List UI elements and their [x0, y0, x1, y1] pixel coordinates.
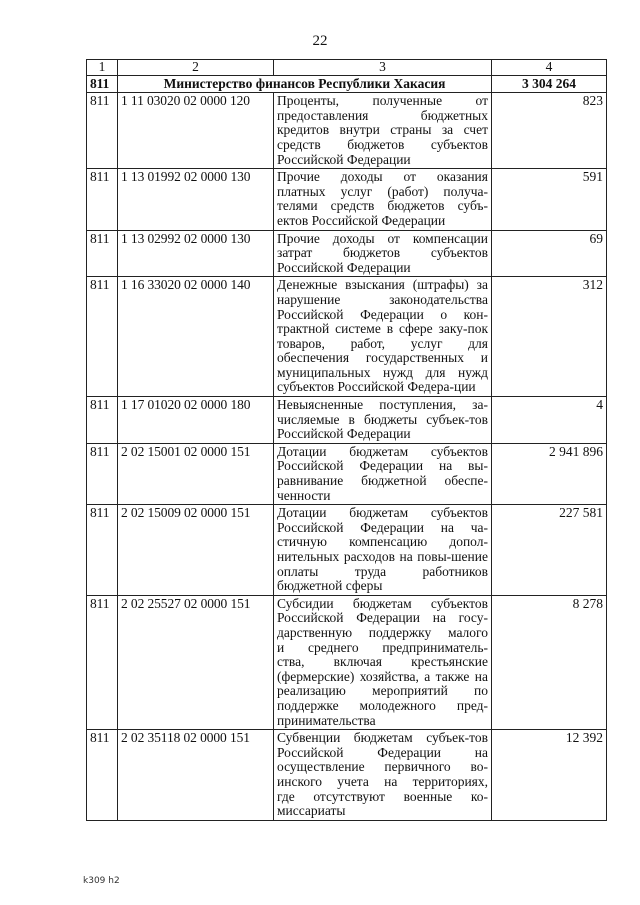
table-row	[87, 397, 607, 444]
ministry-row	[87, 75, 607, 93]
revenue-description: Денежные взыскания (штрафы) за нарушение законодательства Российской Федерации о кон-трактной системе в сфере заку-пок товаров, работ, услуг для обеспечения государственных и муниципальных нужд для нужд субъектов Российской Федера-ции	[274, 277, 492, 397]
table-row	[87, 230, 607, 277]
column-number: 1	[87, 60, 118, 76]
footer-document-code: k309 h2	[83, 876, 120, 886]
page-number: 22	[312, 33, 328, 49]
revenue-description: Невыясненные поступления, за-числяемые в бюджеты субъек-тов Российской Федерации	[274, 397, 492, 444]
revenue-amount: 591	[492, 169, 607, 230]
admin-code: 811	[87, 443, 118, 504]
table-row	[87, 443, 607, 504]
revenue-code: 2 02 15001 02 0000 151	[118, 443, 274, 504]
revenue-description: Прочие доходы от оказания платных услуг (работ) получа-телями средств бюджетов субъ-ектов Российской Федерации	[274, 169, 492, 230]
revenue-code: 1 13 01992 02 0000 130	[118, 169, 274, 230]
revenue-table	[86, 59, 607, 821]
admin-code: 811	[87, 730, 118, 821]
admin-code: 811	[87, 505, 118, 596]
revenue-description: Прочие доходы от компенсации затрат бюджетов субъектов Российской Федерации	[274, 230, 492, 277]
revenue-code: 2 02 25527 02 0000 151	[118, 595, 274, 729]
revenue-amount: 227 581	[492, 505, 607, 596]
revenue-description: Субсидии бюджетам субъектов Российской Федерации на госу-дарственную поддержку малого и среднего предприниматель-ства, включая крестьянские (фермерские) хозяйства, а также на реализацию мероприятий по поддержке молодежного пред-принимательства	[274, 595, 492, 729]
revenue-amount: 312	[492, 277, 607, 397]
table-row	[87, 505, 607, 596]
column-number: 3	[274, 60, 492, 76]
revenue-amount: 2 941 896	[492, 443, 607, 504]
admin-code: 811	[87, 169, 118, 230]
ministry-admin-code: 811	[87, 75, 118, 93]
revenue-code: 1 13 02992 02 0000 130	[118, 230, 274, 277]
admin-code: 811	[87, 230, 118, 277]
revenue-code: 1 17 01020 02 0000 180	[118, 397, 274, 444]
ministry-name: Министерство финансов Республики Хакасия	[118, 75, 492, 93]
column-number-row	[87, 60, 607, 76]
revenue-description: Проценты, полученные от предоставления бюджетных кредитов внутри страны за счет средств бюджетов субъектов Российской Федерации	[274, 93, 492, 169]
table-row	[87, 595, 607, 729]
revenue-amount: 69	[492, 230, 607, 277]
table-row	[87, 730, 607, 821]
revenue-amount: 823	[492, 93, 607, 169]
column-number: 4	[492, 60, 607, 76]
revenue-code: 2 02 15009 02 0000 151	[118, 505, 274, 596]
admin-code: 811	[87, 595, 118, 729]
column-number: 2	[118, 60, 274, 76]
revenue-code: 1 16 33020 02 0000 140	[118, 277, 274, 397]
revenue-amount: 12 392	[492, 730, 607, 821]
admin-code: 811	[87, 93, 118, 169]
revenue-code: 1 11 03020 02 0000 120	[118, 93, 274, 169]
revenue-description: Дотации бюджетам субъектов Российской Федерации на ча-стичную компенсацию допол-нительных расходов на повы-шение оплаты труда работников бюджетной сферы	[274, 505, 492, 596]
revenue-description: Субвенции бюджетам субъек-тов Российской Федерации на осуществление первичного во-инского учета на территориях, где отсутствуют военные ко-миссариаты	[274, 730, 492, 821]
table-row	[87, 93, 607, 169]
table-row	[87, 169, 607, 230]
table-row	[87, 277, 607, 397]
admin-code: 811	[87, 277, 118, 397]
revenue-description: Дотации бюджетам субъектов Российской Федерации на вы-равнивание бюджетной обеспе-ченности	[274, 443, 492, 504]
ministry-total: 3 304 264	[492, 75, 607, 93]
revenue-amount: 4	[492, 397, 607, 444]
revenue-amount: 8 278	[492, 595, 607, 729]
admin-code: 811	[87, 397, 118, 444]
revenue-code: 2 02 35118 02 0000 151	[118, 730, 274, 821]
